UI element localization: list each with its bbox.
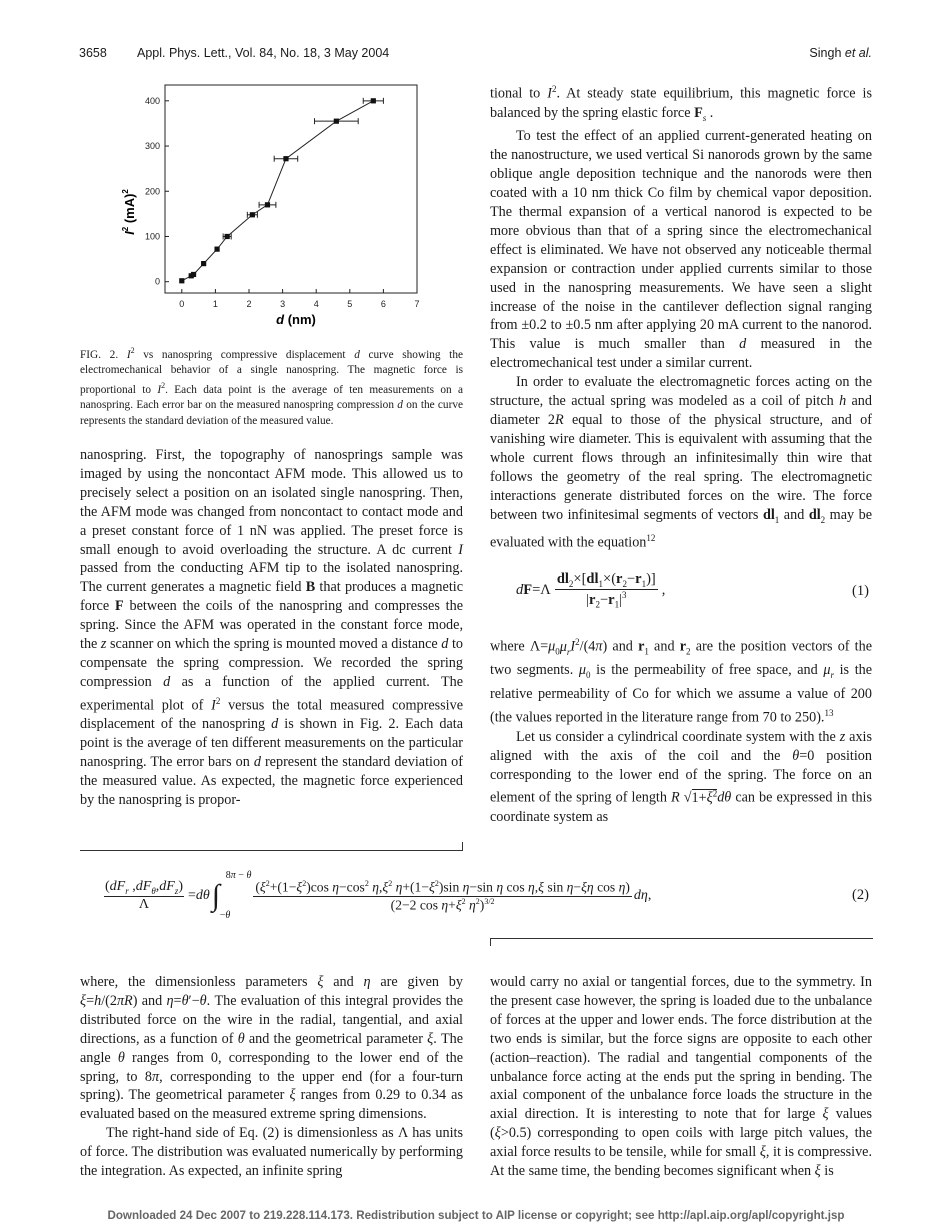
data-point bbox=[214, 247, 219, 252]
figure-caption: FIG. 2. $I^2$ vs nanospring compressive displacement d curve showing the electromechanical behavior of a single nanospring. The magnetic force is proportional to $I^2$. Each data point is the average of ten measurements on a nanospring. Each error bar on the measured nanospring compression d on the curve represents the standard deviation of the measured value. bbox=[80, 346, 463, 427]
download-footer: Downloaded 24 Dec 2007 to 219.228.114.173. Redistribution subject to AIP license or copyright; see http://apl.aip.org/apl/copyright.jsp bbox=[107, 1209, 845, 1222]
x-tick-label: 6 bbox=[380, 299, 386, 309]
data-point bbox=[371, 98, 376, 103]
x-tick-label: 7 bbox=[414, 299, 420, 309]
y-tick-label: 300 bbox=[144, 141, 160, 152]
y-tick-label: 100 bbox=[144, 231, 160, 242]
y-tick-label: 200 bbox=[144, 186, 160, 197]
right-column-body-3: would carry no axial or tangential forces, due to the symmetry. In the present case however, the spring is loaded due to the unbalance of forces at the upper and lower ends. The force distribution at the two ends is similar, but the force signs are opposite to each other (action–reaction). The radial and tangential components of the unbalance force acting at the ends put the spring in bending. The axial component of the unbalance force loads the structure in the axial direction. It is interesting to note that for large ξ values (ξ>0.5) corresponding to open coils with large pitch values, the axial force results to be tensile, while for small ξ, it is compressive. At the same time, the bending becomes significant when ξ is bbox=[490, 974, 873, 1180]
page-number: 3658 bbox=[79, 46, 107, 60]
data-point bbox=[201, 261, 206, 266]
data-point bbox=[225, 234, 230, 239]
y-tick-label: 400 bbox=[144, 95, 160, 106]
data-point bbox=[191, 272, 196, 277]
x-tick-label: 1 bbox=[212, 299, 218, 309]
data-point bbox=[250, 212, 255, 217]
x-tick-label: 5 bbox=[347, 299, 353, 309]
x-tick-label: 3 bbox=[280, 299, 286, 309]
left-column-body: nanospring. First, the topography of nanosprings sample was imaged by using the noncontact AFM mode. This allowed us to precisely select a position on an isolated single nanospring. Then, the AFM mode was changed from noncontact to contact mode and a preset constant force of 1 nN was applied. The preset force is small enough to avoid overloading the structure. A dc current I passed from the conducting AFM tip to the isolated nanospring. The current generates a magnetic field B that produces a magnetic force F between the coils of the nanospring and compresses the spring. Since the AFM was operated in the constant force mode, the z scanner on which the spring is mounted moved a distance d to compensate the spring compression. We recorded the spring compression d as a function of the applied current. The experimental plot of $I^2$ versus the total measured compressive displacement of the nanospring d is shown in Fig. 2. Each data point is the average of ten different measurements on the particular nanospring. The error bars on d represent the standard deviation of the measured value. As expected, the magnetic force experienced by the nanospring is propor- bbox=[80, 447, 464, 809]
data-point bbox=[179, 278, 184, 283]
column-rule-tick-right bbox=[490, 938, 491, 946]
column-rule-tick-left bbox=[462, 842, 463, 850]
x-tick-label: 0 bbox=[179, 299, 185, 309]
equation-2: ($dF_r$ $,dF_\theta,dF_z$) Λ =dθ 8π − θ ∫ −θ ($\xi^2+(1-\xi^2)\cos$ $\eta-\cos^2$ $\eta,\xi^2$ $\eta+(1-\xi^2)\sin$ η−sin η cos η,ξ sin η−ξη cos η) (2−2 $\cos \eta+\xi^2$ $\eta^2)^{3/2}$ dη, bbox=[105, 870, 652, 921]
svg-text:d (nm): d (nm) bbox=[276, 312, 316, 327]
figure-2-chart bbox=[118, 82, 418, 332]
y-tick-label: 0 bbox=[154, 276, 160, 287]
left-column-body-2: where, the dimensionless parameters ξ and η are given by ξ=h/(2πR) and η=θ′−θ. The evaluation of this integral provides the distributed force on the wire in the radial, tangential, and axial directions, as a function of θ and the geometrical parameter ξ. The angle θ ranges from 0, corresponding to the lower end of the spring, to 8π, corresponding to the upper end (for a four-turn spring). The geometrical parameter ξ ranges from 0.29 to 0.34 as evaluated based on the measured extreme spring dimensions. The right-hand side of Eq. (2) is dimensionless as Λ has units of force. The distribution was evaluated numerically by performing the integration. As expected, an infinite spring bbox=[80, 974, 464, 1180]
equation-1-number: (1) bbox=[852, 583, 869, 599]
svg-text:I2 (mA)2: $I^2$ (mA)$^2$ bbox=[121, 189, 137, 235]
x-tick-label: 2 bbox=[246, 299, 252, 309]
data-point bbox=[334, 119, 339, 124]
column-rule-left bbox=[80, 850, 463, 851]
right-column-body: tional to $I^2$. At steady state equilibrium, this magnetic force is balanced by the spring elastic force $F_s$ . To test the effect of an applied current-generated heating on the nanostructure, we used vertical Si nanorods grown by the same oblique angle deposition technique and the nanorods were then coated with a 10 nm thick Co film by chemical vapor deposition. The thermal expansion of a vertical nanorod is expected to be more obvious than that of a spring since the electromechanical effect is eliminated. We have not observed any noticeable thermal expansion or contraction under applied currents similar to those used in the nanospring measurements. We have seen a slight increase of the noise in the cantilever deflection signal ranging from ±0.2 to ±0.5 nm after applying 20 mA current to the nanorod. This value is much smaller than d measured in the electromechanical test under a similar current. In order to evaluate the electromagnetic forces acting on the structure, the actual spring was modeled as a coil of pitch h and diameter 2R equal to those of the physical structure, and of vanishing wire diameter. This is equivalent with assuming that the whole current flows through an infinitesimally thin wire that follows the geometry of the real spring. The electromagnetic interactions generate distributed forces on the wire. The force between two infinitesimal segments of vectors $dl_1$ and $dl_2$ may be evaluated with the equation$^{12}$ bbox=[490, 84, 873, 551]
x-tick-label: 4 bbox=[313, 299, 319, 309]
column-rule-right bbox=[490, 938, 873, 939]
data-point bbox=[265, 202, 270, 207]
equation-2-number: (2) bbox=[852, 887, 869, 903]
journal-citation: Appl. Phys. Lett., Vol. 84, No. 18, 3 May 2004 bbox=[137, 46, 390, 60]
right-column-body-2: where $\Lambda=\mu_0\mu_rI^2/(4\pi)$ and $r_1$ and $r_2$ are the position vectors of the two segments. $\mu_0$ is the permeability of free space, and $\mu_r$ is the relative permeability of Co for which we assume a value of 200 (the values reported in the literature range from 70 to 250).$^{13}$ Let us consider a cylindrical coordinate system with the z axis aligned with the axis of the coil and the θ=0 position corresponding to the lower end of the spring. The force on an element of the spring of length R $√1+\xi^2d\theta$ can be expressed in this coordinate system as bbox=[490, 637, 873, 826]
data-point bbox=[283, 156, 288, 161]
x-axis-label bbox=[276, 312, 316, 327]
running-author: Singh et al. bbox=[809, 46, 872, 60]
equation-1: dF=Λ $dl_2\times[dl_1\times(r_2-r_1)]$ $|r_2-r_1|^3$ , bbox=[516, 571, 666, 610]
y-axis-label bbox=[121, 189, 137, 235]
